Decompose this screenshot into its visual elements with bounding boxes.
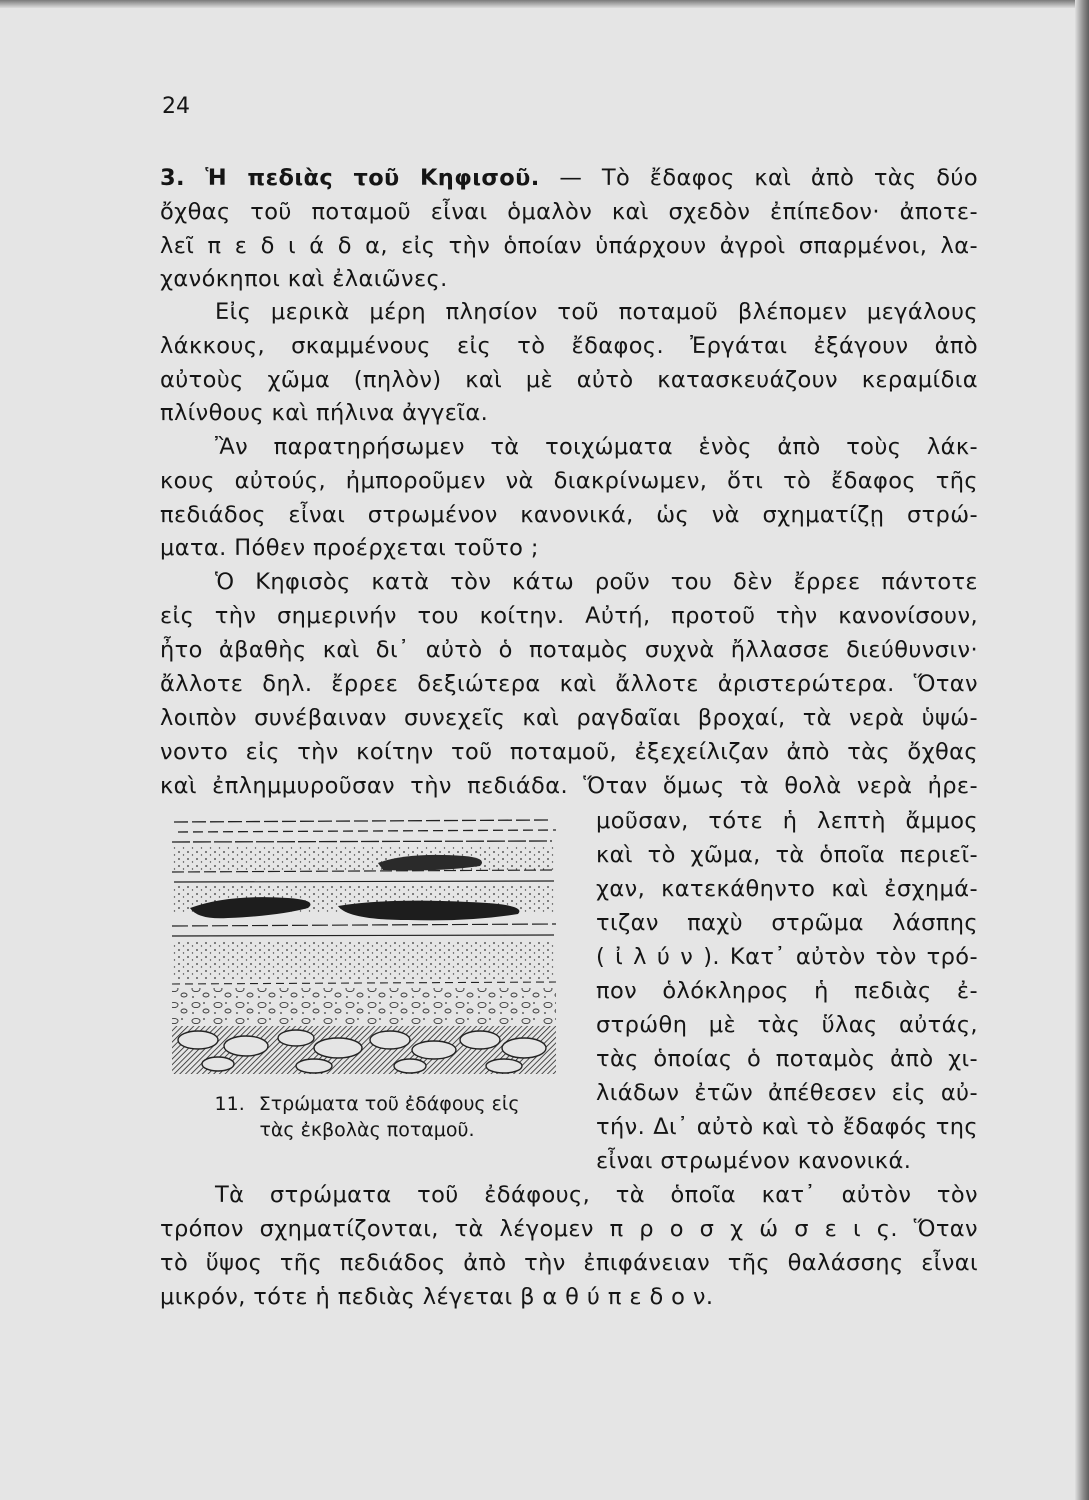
figure-number: 11.	[214, 1093, 245, 1115]
text-line: καὶ ἐπλημμυροῦσαν τὴν πεδιάδα. Ὅταν ὅμως τὰ θολὰ νερὰ ἠρε-	[160, 773, 978, 799]
text-line: στρώθη μὲ τὰς ὕλας αὐτάς,	[596, 1012, 978, 1038]
figure-caption	[172, 1091, 562, 1143]
heading-continuation: — Τὸ ἔδαφος καὶ ἀπὸ τὰς δύο	[559, 165, 978, 191]
text-line	[160, 163, 978, 193]
text-line: μικρόν, τότε ἡ πεδιὰς λέγεται β α θ ύ π ε δ ο ν.	[160, 1284, 714, 1310]
text-line: κους αὐτούς, ἠμποροῦμεν νὰ διακρίνωμεν, ὅτι τὸ ἔδαφος τῆς	[160, 468, 978, 494]
text-line: λεῖ π ε δ ι ά δ α, εἰς τὴν ὁποίαν ὑπάρχουν ἀγροὶ σπαρμένοι, λα-	[160, 233, 978, 259]
page-top-edge	[0, 0, 1089, 8]
text-line: λάκκους, σκαμμένους εἰς τὸ ἔδαφος. Ἐργάται ἐξάγουν ἀπὸ	[160, 333, 978, 359]
caption-line: τὰς ἐκβολὰς ποταμοῦ.	[259, 1119, 475, 1141]
text-line: τιζαν παχὺ στρῶμα λάσπης	[596, 910, 978, 936]
text-line: αὐτοὺς χῶμα (πηλὸν) καὶ μὲ αὐτὸ κατασκευάζουν κεραμίδια	[160, 367, 978, 393]
text-line: ματα. Πόθεν προέρχεται τοῦτο ;	[160, 535, 539, 561]
text-line: τὰς ὁποίας ὁ ποταμὸς ἀπὸ χι-	[596, 1046, 978, 1072]
text-line: χανόκηποι καὶ ἐλαιῶνες.	[160, 266, 448, 292]
page-binding-edge	[1075, 0, 1089, 1500]
text-line: ( ἰ λ ύ ν ). Κατ᾿ αὐτὸν τὸν τρό-	[596, 944, 978, 970]
section-heading: 3. Ἡ πεδιὰς τοῦ Κηφισοῦ.	[160, 165, 540, 191]
text-line: Εἰς μερικὰ μέρη πλησίον τοῦ ποταμοῦ βλέπομεν μεγάλους	[215, 299, 978, 325]
text-line: Ἂν παρατηρήσωμεν τὰ τοιχώματα ἑνὸς ἀπὸ τοὺς λάκ-	[215, 434, 978, 460]
text-line: εἰς τὴν σημερινήν του κοίτην. Αὐτή, προτοῦ τὴν κανονίσουν,	[160, 603, 978, 629]
text-line: τὸ ὕψος τῆς πεδιάδος ἀπὸ τὴν ἐπιφάνειαν τῆς θαλάσσης εἶναι	[160, 1250, 978, 1276]
text-line: εἶναι στρωμένον κανονικά.	[596, 1148, 912, 1174]
caption-line: Στρώματα τοῦ ἐδάφους εἰς	[258, 1093, 520, 1115]
text-line: καὶ τὸ χῶμα, τὰ ὁποῖα περιεῖ-	[596, 842, 978, 868]
text-line: πεδιάδος εἶναι στρωμένον κανονικά, ὡς νὰ σχηματίζῃ στρώ-	[160, 502, 978, 528]
text-line: τρόπον σχηματίζονται, τὰ λέγομεν π ρ ο σ χ ώ σ ε ι ς. Ὅταν	[160, 1216, 978, 1242]
text-line: τήν. Δι᾿ αὐτὸ καὶ τὸ ἔδαφός της	[596, 1114, 978, 1140]
text-line: ὄχθας τοῦ ποταμοῦ εἶναι ὁμαλὸν καὶ σχεδὸν ἐπίπεδον· ἀποτε-	[160, 199, 978, 225]
text-line: ἄλλοτε δηλ. ἔρρεε δεξιώτερα καὶ ἄλλοτε ἀριστερώτερα. Ὅταν	[160, 671, 978, 697]
text-line: Ὁ Κηφισὸς κατὰ τὸν κάτω ροῦν του δὲν ἔρρεε πάντοτε	[215, 569, 978, 595]
text-line: πον ὁλόκληρος ἡ πεδιὰς ἐ-	[596, 978, 978, 1004]
text-line: Τὰ στρώματα τοῦ ἐδάφους, τὰ ὁποῖα κατ᾿ αὐτὸν τὸν	[215, 1182, 978, 1208]
text-line: ἦτο ἀβαθὴς καὶ δι᾿ αὐτὸ ὁ ποταμὸς συχνὰ ἤλλασσε διεύθυνσιν·	[160, 637, 978, 663]
text-line: νοντο εἰς τὴν κοίτην τοῦ ποταμοῦ, ἐξεχείλιζαν ἀπὸ τὰς ὄχθας	[160, 739, 978, 765]
text-line: πλίνθους καὶ πήλινα ἀγγεῖα.	[160, 400, 489, 426]
text-line: χαν, κατεκάθηντο καὶ ἐσχημά-	[596, 876, 978, 902]
text-line: μοῦσαν, τότε ἡ λεπτὴ ἄμμος	[596, 808, 978, 834]
text-line: λοιπὸν συνέβαιναν συνεχεῖς καὶ ραγδαῖαι βροχαί, τὰ νερὰ ὑψώ-	[160, 705, 978, 731]
text-line: λιάδων ἐτῶν ἀπέθεσεν εἰς αὐ-	[596, 1080, 978, 1106]
page-number: 24	[162, 94, 190, 119]
soil-strata-illustration	[168, 808, 564, 1078]
